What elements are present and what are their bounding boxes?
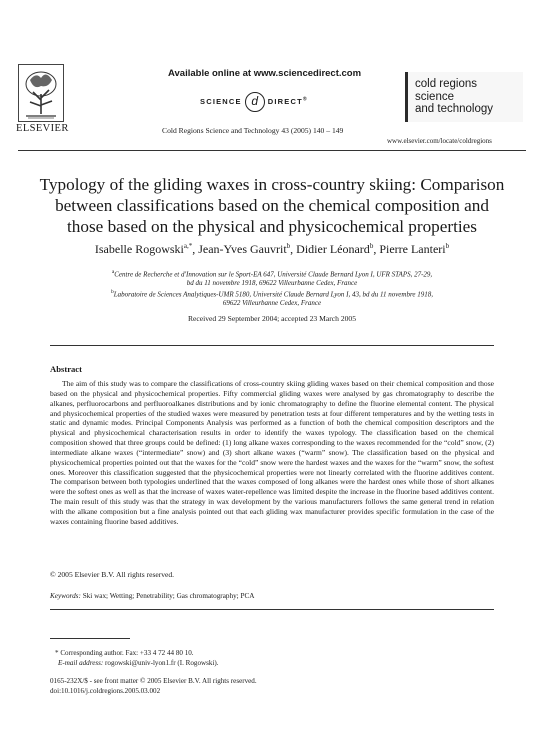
header-rule [18,150,526,151]
abstract-top-rule [50,345,494,346]
title-line: those based on the physical and physicochemical properties [67,217,477,236]
publisher-name: ELSEVIER [16,123,69,134]
abstract-text: The aim of this study was to compare the classifications of cross-country skiing gliding waxes based on their chemical composition and those based on the physical and physicochemical properties. Fifty commercial gliding waxes were analysed by gas chromatography to describe the alkanes, perfluorocarbons and perfluoroalkanes distributions and by ionic chromatography to define the fluorine elemental content. The physical and physicochemical properties of the studied waxes were measured by penetration tests at four different temperatures and by the wetting tests in static and dynamic modes. Principal Components Analysis was performed as a function of both the chemical composition descriptors and the physical and physicochemical characterisation results in order to identify the waxes typology. The classification based on the chemical composition showed that three groups could be defined: (1) long alkane waxes corresponding to the waxes recommended for the “cold” snow, (2) intermediate alkane waxes (“intermediate” snow) and (3) short alkane waxes (“warm” snow). The classification based on the physical and physicochemical properties pointed out that the waxes for the “cold” snow were the hardest waxes and the waxes for the “warm” snow, the softest ones. Moreover this classification suggested that the physicochemical properties were not linearly correlated with the fluorine additives content. The comparison between both typologies underlined that the waxes composed of long alkanes were the hardest ones while those of short alkanes were the softest ones as well as that the increase of waxes water-repellence was limited despite the increase in the fluorine based additives content. The main result of this study was that the strategy in wax development by the various manufacturers follows the same general trend in relation with the alkane composition but a fine analysis pointed out that each gliding wax manufacturer provides specific formulation in the case of the waxes containing fluorine based additives. [50,379,494,526]
corresponding-author: * Corresponding author. Fax: +33 4 72 44 80 10. [55,649,194,657]
author-name: Jean-Yves Gauvrit [198,242,287,256]
author-sup: b [286,242,291,250]
received-dates: Received 29 September 2004; accepted 23 March 2005 [187,314,357,323]
author-name: Pierre Lanteri [379,242,446,256]
sciencedirect-at-icon: d [245,92,265,112]
issn-block [50,677,257,696]
affiliation-line: Laboratoire de Sciences Analytiques-UMR 5180, Université Claude Bernard Lyon I, 43, bd du 11 novembre 1918, [113,290,434,299]
email-label: E-mail address: [58,659,104,667]
footnote-rule [50,638,130,639]
author-list: Isabelle Rogowski$^{a,*}$, Jean-Yves Gauvrit$^b$, Didier Léonard$^b$, Pierre Lanteri$^b$ [94,242,450,256]
journal-citation: Cold Regions Science and Technology 43 (2005) 140 – 149 [162,126,344,135]
issn-line: 0165-232X/$ - see front matter © 2005 Elsevier B.V. All rights reserved. [50,677,257,685]
author-sup: b [369,242,374,250]
affiliation-line: bd du 11 novembre 1918, 69622 Villeurbanne Cedex, France [186,279,358,288]
author-name: Didier Léonard [296,242,370,256]
keywords-label: Keywords: [50,592,81,600]
available-online-text[interactable]: Available online at www.sciencedirect.com [168,68,362,79]
affiliation-sup: b [110,289,114,295]
doi-line[interactable]: doi:10.1016/j.coldregions.2005.03.002 [50,686,161,695]
elsevier-tree-logo [18,64,64,122]
affiliation-line: 69622 Villeurbanne Cedex, France [222,299,322,308]
sciencedirect-tm: ® [302,96,308,103]
article-title [20,174,524,237]
sciencedirect-left: SCIENCE [200,96,242,106]
affiliation-b [60,288,484,308]
copyright-notice: © 2005 Elsevier B.V. All rights reserved. [50,570,175,579]
journal-brand-line: science [415,90,454,103]
keywords [50,592,254,600]
author-sup: b [445,242,450,250]
journal-url[interactable]: www.elsevier.com/locate/coldregions [387,137,492,145]
affiliation-a [60,268,484,288]
keywords-bottom-rule [50,609,494,610]
affiliation-line: Centre de Recherche et d'Innovation sur le Sport-EA 647, Université Claude Bernard Lyon I, UFR STAPS, 27-29, [114,270,433,279]
author-name: Isabelle Rogowski [94,242,184,256]
abstract-heading: Abstract [50,364,82,374]
sciencedirect-logo [200,92,308,112]
journal-brand-line: and technology [415,103,494,115]
keywords-text: Ski wax; Wetting; Penetrability; Gas chromatography; PCA [82,592,255,600]
email-line [58,659,219,669]
email-address[interactable]: rogowski@univ-lyon1.fr (I. Rogowski). [105,659,219,667]
sciencedirect-right: DIRECT [267,96,303,106]
affiliation-sup: a [111,269,115,275]
journal-brand [405,72,523,122]
title-line: Typology of the gliding waxes in cross-country skiing: Comparison [39,175,505,194]
journal-brand-line: cold regions [415,78,478,90]
title-line: between classifications based on the chemical composition and [55,196,489,215]
author-sup: a,* [183,242,193,250]
